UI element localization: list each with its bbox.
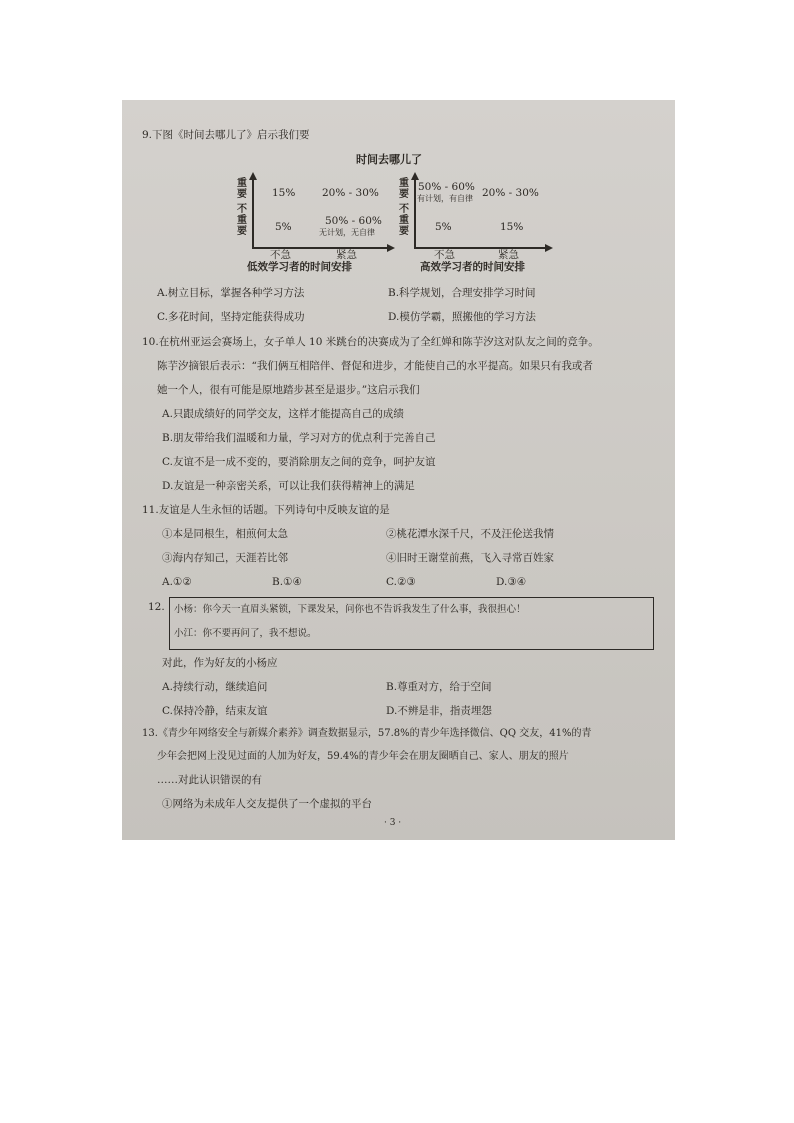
q12-stem: 对此，作为好友的小杨应 [162,657,278,669]
q10-line3: 她一个人，很有可能是原地踏步甚至是退步。”这启示我们 [157,384,420,396]
q10-option-b: B.朋友带给我们温暖和力量，学习对方的优点利于完善自己 [162,432,436,444]
q12-option-b: B.尊重对方，给于空间 [386,681,492,693]
right-y-unimportant: 不重要 [399,204,409,237]
right-y-axis [414,178,416,248]
left-x-not-urgent: 不急 [270,249,291,261]
q9-stem: 9.下图《时间去哪儿了》启示我们要 [142,129,310,141]
q11-statement-2: ②桃花潭水深千尺，不及汪伦送我情 [386,528,554,540]
chart-title: 时间去哪儿了 [356,153,422,166]
q12-dialog-box [169,597,654,650]
right-q-important-urgent: 20% - 30% [482,187,539,199]
q10-option-c: C.友谊不是一成不变的，要消除朋友之间的竞争，呵护友谊 [162,456,436,468]
q13-line1: 13.《青少年网络安全与新媒介素养》调查数据显示，57.8%的青少年选择微信、QQ 交友，41%的青 [142,728,592,739]
right-y-important: 重要 [399,178,409,200]
q10-line2: 陈芋汐摘银后表示：“我们俩互相陪伴、督促和进步，才能使自己的水平提高。如果只有我或者 [157,360,593,372]
q9-option-c: C.多花时间，坚持定能获得成功 [157,311,305,323]
left-y-axis [252,178,254,248]
left-y-unimportant: 不重要 [237,204,247,237]
q13-statement-1: ①网络为未成年人交友提供了一个虚拟的平台 [162,798,372,810]
q9-option-a: A.树立目标，掌握各种学习方法 [157,287,305,299]
right-caption: 高效学习者的时间安排 [420,261,525,273]
left-q-unimportant-urgent: 50% - 60% [325,215,382,227]
q11-stem: 11.友谊是人生永恒的话题。下列诗句中反映友谊的是 [142,504,390,516]
q12-option-c: C.保持冷静，结束友谊 [162,705,268,717]
left-q-unimportant-urgent-note: 无计划，无自律 [319,228,375,237]
page-number: · 3 · [384,818,402,828]
q10-line1: 10.在杭州亚运会赛场上，女子单人 10 米跳台的决赛成为了全红婵和陈芋汐这对队友之间的竞争。 [142,336,599,348]
q9-option-b: B.科学规划，合理安排学习时间 [388,287,536,299]
q11-statement-1: ①本是同根生，相煎何太急 [162,528,288,540]
scanned-page-photo [122,100,675,840]
q11-option-c: C.②③ [386,576,416,588]
right-y-arrow [411,172,419,180]
q12-option-d: D.不辨是非，指责埋怨 [386,705,492,717]
q12-number: 12. [148,601,165,613]
left-q-important-urgent: 20% - 30% [322,187,379,199]
right-x-urgent: 紧急 [498,249,519,261]
q11-option-d: D.③④ [496,576,527,588]
right-x-arrow [545,244,553,252]
left-q-unimportant-not-urgent: 5% [275,221,292,233]
q11-option-b: B.①④ [272,576,302,588]
q12-dialog-line2: 小江：你不要再问了，我不想说。 [174,628,317,639]
left-y-important: 重要 [237,178,247,200]
q11-option-a: A.①② [162,576,192,588]
left-y-arrow [249,172,257,180]
q9-option-d: D.模仿学霸，照搬他的学习方法 [388,311,536,323]
q11-statement-3: ③海内存知己，天涯若比邻 [162,552,288,564]
q10-option-a: A.只跟成绩好的同学交友，这样才能提高自己的成绩 [162,408,404,420]
left-caption: 低效学习者的时间安排 [247,261,352,273]
left-q-important-not-urgent: 15% [272,187,296,199]
q12-option-a: A.持续行动，继续追问 [162,681,268,693]
right-q-unimportant-not-urgent: 5% [435,221,452,233]
left-x-urgent: 紧急 [336,249,357,261]
q13-line2: 少年会把网上没见过面的人加为好友，59.4%的青少年会在朋友圈晒自己、家人、朋友的照片 [157,751,569,762]
right-x-not-urgent: 不急 [434,249,455,261]
q13-line3: ……对此认识错误的有 [157,774,262,786]
left-x-arrow [387,244,395,252]
right-q-unimportant-urgent: 15% [500,221,524,233]
right-q-important-not-urgent-note: 有计划，有自律 [417,194,473,203]
q12-dialog-line1: 小杨：你今天一直眉头紧锁，下课发呆，问你也不告诉我发生了什么事，我很担心！ [174,604,526,615]
q10-option-d: D.友谊是一种亲密关系，可以让我们获得精神上的满足 [162,480,415,492]
right-q-important-not-urgent: 50% - 60% [418,181,475,193]
q11-statement-4: ④旧时王谢堂前燕，飞入寻常百姓家 [386,552,554,564]
